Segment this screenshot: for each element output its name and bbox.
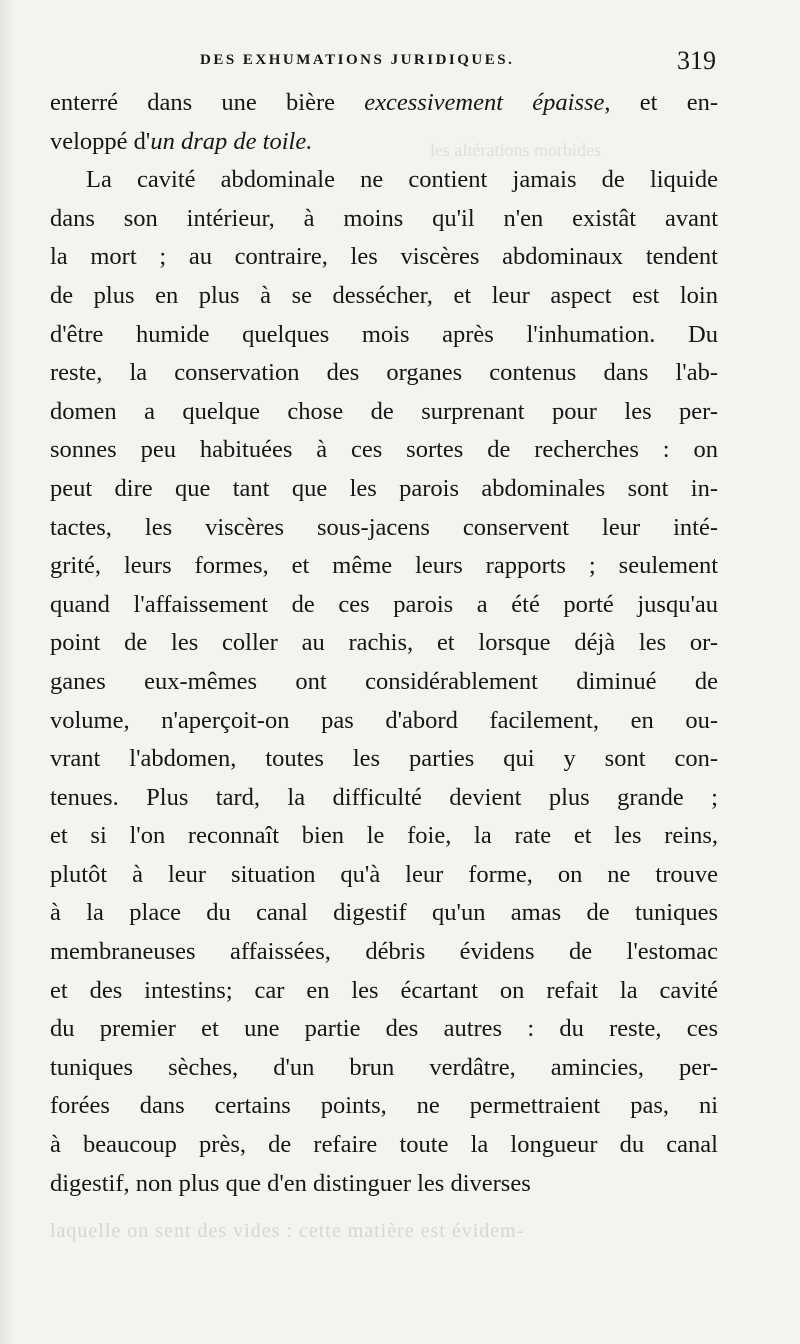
text-line: [50, 316, 718, 355]
text-segment: et des intestins; car en les écartant on refait la cavité: [50, 976, 718, 1004]
text-segment: reste, la conservation des organes contenus dans l'ab-: [50, 359, 718, 387]
text-line: [50, 1087, 718, 1126]
text-line: [50, 431, 718, 470]
text-segment: digestif, non plus que d'en distinguer les diverses: [50, 1169, 531, 1197]
text-line: [50, 586, 718, 625]
text-segment: , et en-: [604, 89, 718, 116]
text-line: [50, 663, 718, 702]
bleed-through-text-top: les altérations morbides: [430, 140, 601, 160]
text-segment: domen a quelque chose de surprenant pour les per-: [50, 397, 718, 425]
text-segment: du premier et une partie des autres : du reste, ces: [50, 1015, 718, 1043]
text-line: [50, 238, 718, 277]
text-line: [50, 1010, 718, 1049]
text-line: [50, 277, 718, 316]
text-line: [50, 894, 718, 933]
text-segment: à la place du canal digestif qu'un amas de tuniques: [50, 899, 718, 927]
text-segment: sonnes peu habituées à ces sortes de recherches : on: [50, 436, 718, 464]
text-line: [50, 547, 718, 586]
body-text: [50, 84, 718, 1203]
text-line: [50, 972, 718, 1011]
text-segment: tenues. Plus tard, la difficulté devient plus grande ;: [50, 783, 718, 811]
text-line: [50, 161, 718, 200]
text-line: [50, 817, 718, 856]
text-segment: volume, n'aperçoit-on pas d'abord facilement, en ou-: [50, 706, 718, 734]
text-segment: dans son intérieur, à moins qu'il n'en existât avant: [50, 204, 718, 232]
text-segment: la mort ; au contraire, les viscères abdominaux tendent: [50, 243, 718, 271]
page-number: 319: [677, 46, 716, 75]
text-line: [50, 702, 718, 741]
text-segment: plutôt à leur situation qu'à leur forme, on ne trouve: [50, 860, 718, 888]
text-segment: membraneuses affaissées, débris évidens de l'estomac: [50, 938, 718, 966]
text-line: [50, 123, 718, 162]
text-segment: veloppé d': [50, 127, 151, 155]
text-line: [50, 470, 718, 509]
text-segment: et si l'on reconnaît bien le foie, la rate et les reins,: [50, 822, 718, 850]
text-segment: point de les coller au rachis, et lorsque déjà les or-: [50, 629, 718, 657]
text-segment: grité, leurs formes, et même leurs rapports ; seulement: [50, 552, 718, 580]
italic-segment: excessivement épaisse: [364, 89, 605, 116]
page-edge-shadow: [0, 0, 14, 1344]
text-line: [50, 1049, 718, 1088]
text-segment: vrant l'abdomen, toutes les parties qui y sont con-: [50, 745, 718, 773]
text-line: [50, 200, 718, 239]
text-segment: tuniques sèches, d'un brun verdâtre, amincies, per-: [50, 1053, 718, 1081]
text-line: [50, 779, 718, 818]
text-segment: La cavité abdominale ne contient jamais de liquide: [86, 166, 718, 194]
text-segment: à beaucoup près, de refaire toute la longueur du canal: [50, 1131, 718, 1159]
text-line: [50, 84, 718, 123]
text-line: [50, 740, 718, 779]
running-head: DES EXHUMATIONS JURIDIQUES.: [200, 52, 515, 68]
text-line: [50, 624, 718, 663]
text-segment: tactes, les viscères sous-jacens conservent leur inté-: [50, 513, 718, 541]
text-segment: forées dans certains points, ne permettraient pas, ni: [50, 1092, 718, 1120]
text-segment: d'être humide quelques mois après l'inhumation. Du: [50, 320, 718, 348]
text-line: [50, 354, 718, 393]
text-segment: enterré dans une bière: [50, 89, 365, 116]
text-line: [50, 509, 718, 548]
text-line: [50, 856, 718, 895]
text-line: [50, 933, 718, 972]
bleed-through-text-bottom: laquelle on sent des vides : cette matière est évidem-: [50, 1220, 525, 1242]
text-segment: ganes eux-mêmes ont considérablement diminué de: [50, 667, 718, 695]
text-segment: de plus en plus à se dessécher, et leur aspect est loin: [50, 281, 718, 309]
text-line: [50, 393, 718, 432]
text-line: [50, 1126, 718, 1165]
text-line: [50, 1165, 718, 1204]
text-segment: peut dire que tant que les parois abdominales sont in-: [50, 474, 718, 502]
text-segment: quand l'affaissement de ces parois a été porté jusqu'au: [50, 590, 718, 618]
page-header: [200, 46, 730, 80]
italic-segment: un drap de toile.: [150, 127, 313, 155]
